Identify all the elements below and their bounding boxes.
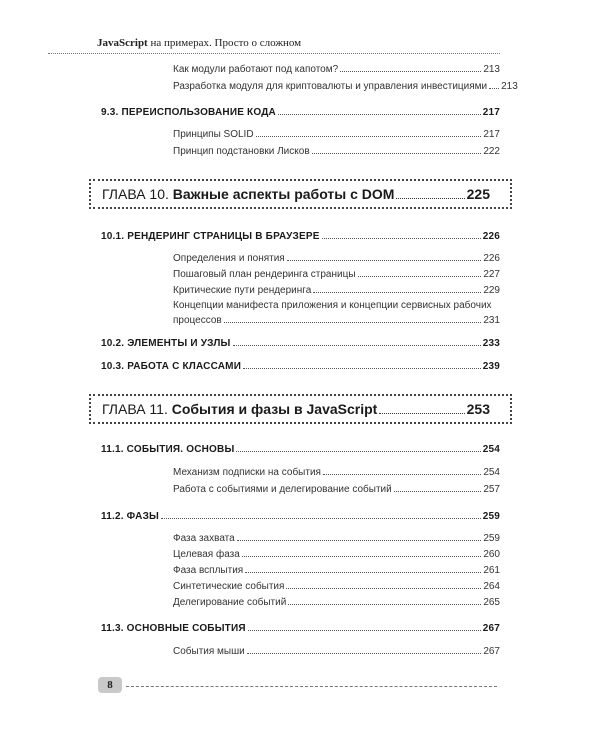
toc-entry: [173, 484, 500, 495]
leader-dots: [278, 114, 481, 115]
toc-entry: [173, 597, 500, 608]
section-page: 217: [482, 107, 500, 118]
toc-section: [101, 511, 500, 522]
leader-dots: [288, 604, 481, 605]
toc-entry: [173, 129, 500, 140]
entry-page: 213: [501, 81, 518, 92]
entry-text: Фаза всплытия: [173, 565, 244, 576]
leader-dots: [312, 153, 482, 154]
entry-page: 267: [483, 646, 500, 657]
book-subtitle: на примерах. Просто о сложном: [147, 37, 302, 49]
header-rule: [48, 53, 500, 54]
section-title: 10.1. РЕНДЕРИНГ СТРАНИЦЫ В БРАУЗЕРЕ: [101, 231, 320, 242]
chapter-page: 225: [466, 186, 490, 202]
toc-entry: [173, 467, 500, 478]
toc-entry: [173, 285, 500, 296]
entry-page: 261: [483, 565, 500, 576]
leader-dots: [313, 292, 481, 293]
entry-text: Принцип подстановки Лисков: [173, 146, 310, 157]
leader-dots: [287, 260, 482, 261]
toc-entry: [173, 253, 500, 264]
entry-page: 226: [483, 253, 500, 264]
leader-dots: [243, 368, 481, 369]
leader-dots: [248, 630, 481, 631]
section-title: 11.3. ОСНОВНЫЕ СОБЫТИЯ: [101, 623, 246, 634]
leader-dots: [224, 322, 482, 323]
chapter-heading: [93, 394, 508, 424]
toc-section: [101, 444, 500, 455]
section-title: 10.2. ЭЛЕМЕНТЫ И УЗЛЫ: [101, 338, 231, 349]
toc-entry: [173, 565, 500, 576]
chapter-title: События и фазы в JavaScript: [171, 401, 378, 417]
chapter-prefix: ГЛАВА 11.: [102, 401, 168, 417]
section-page: 259: [482, 511, 500, 522]
leader-dots: [236, 451, 480, 452]
entry-page: 264: [483, 581, 500, 592]
chapter-heading: [93, 179, 508, 209]
leader-dots: [322, 238, 481, 239]
chapter-title: Важные аспекты работы с DOM: [172, 186, 395, 202]
toc-section: [101, 231, 500, 242]
leader-dots: [245, 572, 481, 573]
entry-text: События мыши: [173, 646, 245, 657]
toc-entry: [173, 64, 500, 75]
toc-entry: [173, 81, 518, 92]
toc-entry: [173, 581, 500, 592]
chapter-prefix: ГЛАВА 10.: [102, 186, 169, 202]
section-page: 239: [482, 361, 500, 372]
section-page: 233: [482, 338, 500, 349]
footer-rule: [126, 686, 497, 687]
entry-page: 217: [483, 129, 500, 140]
toc-entry: [173, 533, 500, 544]
entry-page: 259: [483, 533, 500, 544]
entry-text: Фаза захвата: [173, 533, 235, 544]
toc-section: [101, 107, 500, 118]
entry-text: процессов: [173, 315, 222, 326]
entry-text: Определения и понятия: [173, 253, 285, 264]
section-page: 226: [482, 231, 500, 242]
page-number-badge: 8: [98, 677, 122, 693]
leader-dots: [394, 491, 482, 492]
leader-dots: [489, 88, 499, 89]
toc-entry: [173, 646, 500, 657]
leader-dots: [242, 556, 482, 557]
entry-page: 265: [483, 597, 500, 608]
leader-dots: [237, 540, 482, 541]
entry-page: 213: [483, 64, 500, 75]
leader-dots: [379, 413, 464, 414]
entry-text: Пошаговый план рендеринга страницы: [173, 269, 356, 280]
entry-page: 222: [483, 146, 500, 157]
entry-text: Целевая фаза: [173, 549, 240, 560]
toc-section: [101, 338, 500, 349]
section-page: 254: [482, 444, 500, 455]
toc-entry: [173, 549, 500, 560]
leader-dots: [247, 653, 482, 654]
entry-text: Принципы SOLID: [173, 129, 254, 140]
entry-text: Механизм подписки на события: [173, 467, 321, 478]
entry-text: Работа с событиями и делегирование событий: [173, 484, 392, 495]
entry-text: Критические пути рендеринга: [173, 285, 312, 296]
section-page: 267: [482, 623, 500, 634]
section-title: 11.1. СОБЫТИЯ. ОСНОВЫ: [101, 444, 235, 455]
toc-entry: [173, 269, 500, 280]
entry-page: 254: [483, 467, 500, 478]
toc-section: [101, 623, 500, 634]
leader-dots: [323, 474, 481, 475]
section-title: 11.2. ФАЗЫ: [101, 511, 160, 522]
toc-entry: [173, 146, 500, 157]
book-title: JavaScript: [97, 37, 148, 49]
running-header: [97, 37, 301, 49]
entry-text: Как модули работают под капотом?: [173, 64, 339, 75]
leader-dots: [233, 345, 481, 346]
leader-dots: [256, 136, 482, 137]
entry-text-line1: Концепции манифеста приложения и концепции сервисных рабочих: [173, 300, 492, 311]
chapter-page: 253: [466, 401, 490, 417]
entry-page: 227: [483, 269, 500, 280]
leader-dots: [161, 518, 481, 519]
section-title: 10.3. РАБОТА С КЛАССАМИ: [101, 361, 242, 372]
entry-page: 257: [483, 484, 500, 495]
entry-page: 260: [483, 549, 500, 560]
toc-section: [101, 361, 500, 372]
section-title: 9.3. ПЕРЕИСПОЛЬЗОВАНИЕ КОДА: [101, 107, 276, 118]
entry-text: Разработка модуля для криптовалюты и управления инвестициями: [173, 81, 488, 92]
entry-text: Синтетические события: [173, 581, 285, 592]
leader-dots: [358, 276, 482, 277]
leader-dots: [396, 198, 464, 199]
entry-page: 231: [483, 315, 500, 326]
entry-page: 229: [483, 285, 500, 296]
leader-dots: [286, 588, 481, 589]
leader-dots: [340, 71, 481, 72]
entry-text: Делегирование событий: [173, 597, 287, 608]
toc-entry: [173, 315, 500, 326]
